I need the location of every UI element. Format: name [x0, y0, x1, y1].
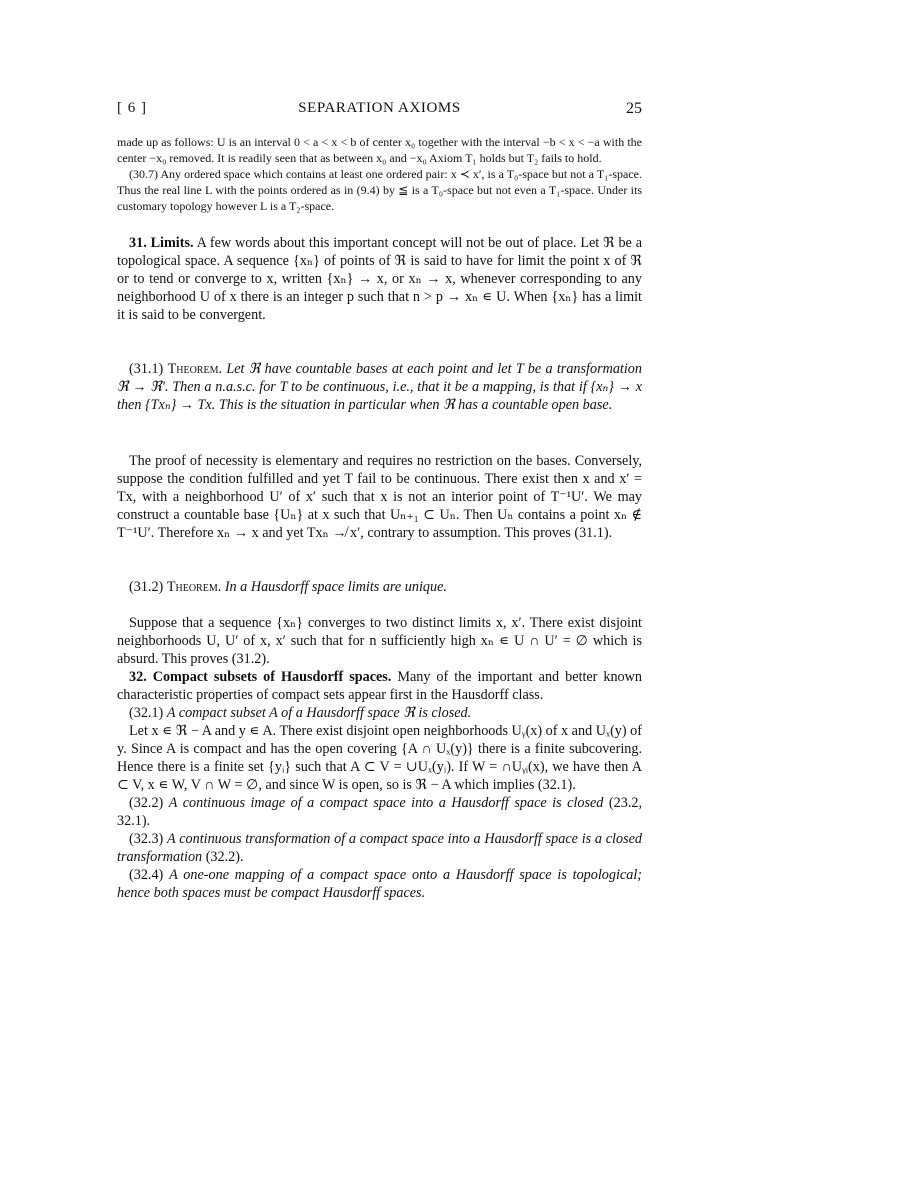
section-32-text: Many of the important and better known characteristic properties of compact sets appear first in the Hausdorff class. — [117, 669, 642, 703]
example-30-7: (30.7) Any ordered space which contains at least one ordered pair: x ≺ x′, is a T₀-space but not a T₁-space. Thus the real line L with the points ordered as in (9.4) by ≦ is a T₀-space but not even a T₁-space. Under its customary topology however L is a T₂-space. — [117, 167, 642, 213]
section-32-heading: 32. Compact subsets of Hausdorff spaces. — [129, 669, 392, 685]
page-number: 25 — [626, 100, 642, 117]
running-title: SEPARATION AXIOMS — [298, 100, 461, 116]
statement-32-4-text: A one-one mapping of a compact space onto a Hausdorff space is topological; hence both spaces must be compact Hausdorff spaces. — [117, 867, 642, 901]
proof-31-1 — [117, 452, 642, 542]
statement-32-2-label: (32.2) — [129, 795, 164, 811]
section-31 — [117, 234, 642, 324]
proof-31-1-text: The proof of necessity is elementary and requires no restriction on the bases. Conversely, suppose the condition fulfilled and yet T fail to be continuous. There exist then x and x′ = Tx, with a neighborhood U′ of x′ such that x is not an interior point of T⁻¹U′. We may construct a countable base {Uₙ} at x such that Uₙ₊₁ ⊂ Uₙ. Then Uₙ contains a point xₙ ∉ T⁻¹U′. Therefore xₙ → x and yet Txₙ ↛ x′, contrary to assumption. This proves (31.1). — [117, 453, 642, 541]
statement-32-2-ref: (23.2, 32.1). — [117, 795, 643, 829]
theorem-31-1-label: (31.1) — [129, 361, 164, 377]
example-continuation: made up as follows: U is an interval 0 < a < x < b of center x₀ together with the interval −b < x < −a with the center −x₀ removed. It is readily seen that as between x₀ and −x₀ Axiom T₁ holds but T₂ fails to hold. — [117, 135, 642, 165]
proof-32-1-text: Let x ∊ ℜ − A and y ∊ A. There exist disjoint open neighborhoods Uᵧ(x) of x and Uₓ(y) of y. Since A is compact and has the open covering {A ∩ Uₓ(y)} there is a finite subcovering. Hence there is a finite set {yᵢ} such that A ⊂ V = ∪Uₓ(yᵢ). If W = ∩Uᵧᵢ(x), we have then A ⊂ V, x ∊ W, V ∩ W = ∅, and since W is open, so is ℜ − A which implies (32.1). — [117, 723, 642, 793]
theorem-31-2-statement: In a Hausdorff space limits are unique. — [224, 579, 447, 595]
chapter-marker: [ 6 ] — [117, 100, 147, 116]
theorem-31-2-label: (31.2) — [129, 579, 164, 595]
theorem-31-2-keyword: Theorem. — [166, 579, 222, 595]
section-31-paragraph — [117, 234, 642, 324]
theorem-31-1-keyword: Theorem. — [167, 361, 223, 377]
statement-32-2-text: A continuous image of a compact space into a Hausdorff space is closed — [168, 795, 604, 811]
theorem-31-1 — [117, 360, 642, 414]
section-32 — [117, 668, 642, 902]
running-header — [117, 100, 642, 122]
proof-31-2-text: Suppose that a sequence {xₙ} converges to two distinct limits x, x′. There exist disjoint neighborhoods U, U′ of x, x′ such that for n sufficiently high xₙ ∊ U ∩ U′ = ∅ which is absurd. This proves (31.2). — [117, 615, 642, 667]
continued-example-block — [117, 134, 642, 214]
statement-32-1-text: A compact subset A of a Hausdorff space ℜ is closed. — [166, 705, 472, 721]
section-31-text: A few words about this important concept will not be out of place. Let ℜ be a topological space. A sequence {xₙ} of points of ℜ is said to have for limit the point x of ℜ or to tend or converge to x, written {xₙ} → x, or xₙ → x, whenever corresponding to any neighborhood U of x there is an integer p such that n > p → xₙ ∊ U. When {xₙ} has a limit it is said to be convergent. — [117, 235, 642, 323]
statement-32-4-label: (32.4) — [129, 867, 164, 883]
proof-31-2 — [117, 614, 642, 668]
statement-32-3-label: (32.3) — [129, 831, 164, 847]
statement-32-3-text: A continuous transformation of a compact space into a Hausdorff space is a closed transformation — [117, 831, 643, 865]
theorem-31-1-statement: Let ℜ have countable bases at each point and let T be a transformation ℜ → ℜ′. Then a n.a.s.c. for T to be continuous, i.e., that it be a mapping, is that if {xₙ} → x then {Txₙ} → Tx. This is the situation in particular when ℜ has a countable open base. — [117, 361, 642, 413]
section-31-heading: 31. Limits. — [129, 235, 194, 251]
theorem-31-2 — [117, 578, 642, 596]
statement-32-3-ref: (32.2). — [205, 849, 244, 865]
statement-32-1-label: (32.1) — [129, 705, 164, 721]
